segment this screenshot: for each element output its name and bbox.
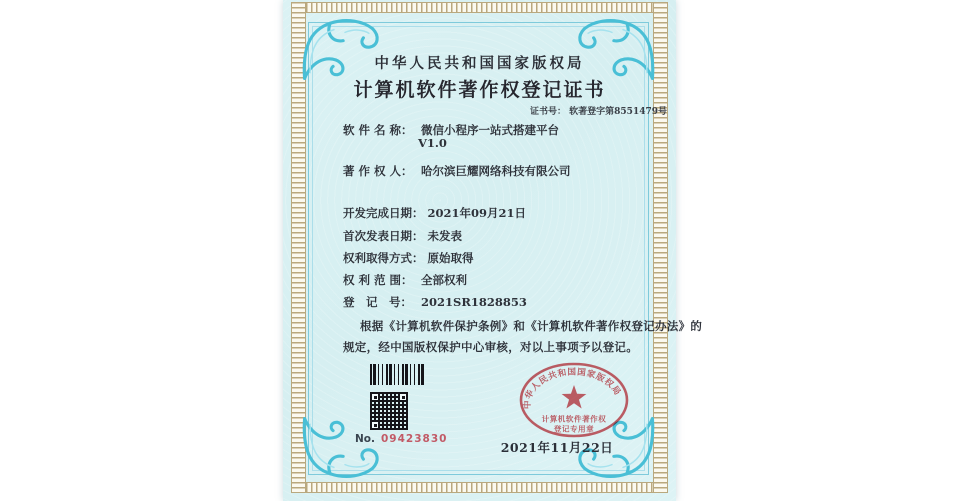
field-label: 权 利 范 围： (343, 273, 413, 287)
serial-number: 09423830 (381, 433, 448, 445)
field-value: 哈尔滨巨耀网络科技有限公司 (421, 164, 571, 178)
certificate-number-label: 证书号： (530, 107, 567, 117)
qr-code (370, 392, 408, 430)
seal-line-2: 登记专用章 (553, 424, 595, 434)
statement-line-2: 规定，经中国版权保护中心审核，对以上事项予以登记。 (343, 340, 638, 354)
field-label: 首次发表日期： (343, 229, 424, 243)
border-greek-key-bottom (291, 482, 668, 493)
qr-finder-icon (370, 392, 380, 402)
seal-line-1: 计算机软件著作权 (541, 414, 607, 424)
field-label: 著 作 权 人： (343, 164, 413, 178)
field-value: 全部权利 (421, 273, 468, 287)
certificate-number-value: 软著登字第8551479号 (569, 107, 667, 117)
field-value: 2021年09月21日 (427, 206, 527, 220)
field-value: 原始取得 (427, 251, 474, 265)
qr-finder-icon (370, 420, 380, 430)
certificate-title: 计算机软件著作权登记证书 (353, 79, 606, 101)
field-label: 权利取得方式： (343, 251, 424, 265)
certificate-page (283, 0, 703, 501)
qr-finder-icon (398, 392, 408, 402)
field-first-publish-date (343, 228, 462, 244)
serial-prefix: No. (355, 433, 375, 445)
barcode (370, 364, 425, 385)
field-copyright-owner (343, 163, 571, 179)
field-rights-scope (343, 272, 467, 288)
field-label: 登 记 号： (343, 295, 412, 309)
issue-date: 2021年11月22日 (500, 440, 614, 455)
field-label: 软 件 名 称： (343, 123, 413, 137)
border-greek-key-top (291, 2, 668, 13)
seal-arc-text: 中华人民共和国国家版权局 (522, 367, 623, 410)
statement-line-1: 根据《计算机软件保护条例》和《计算机软件著作权登记办法》的 (360, 319, 703, 333)
certificate-number-line (530, 104, 667, 117)
field-value: V1.0 (418, 136, 447, 150)
official-seal (518, 361, 630, 439)
star-icon (562, 385, 587, 409)
issuer-title: 中华人民共和国国家版权局 (374, 55, 585, 72)
field-software-version (418, 136, 447, 150)
field-dev-complete-date (343, 205, 526, 221)
field-software-name (343, 122, 559, 138)
field-registration-number (343, 294, 527, 310)
field-value: 微信小程序一站式搭建平台 (421, 123, 560, 137)
serial-number-line (355, 433, 447, 445)
field-value: 未发表 (427, 229, 463, 243)
field-rights-acquisition (343, 250, 474, 266)
field-label: 开发完成日期： (343, 206, 424, 220)
field-value: 2021SR1828853 (421, 295, 527, 309)
